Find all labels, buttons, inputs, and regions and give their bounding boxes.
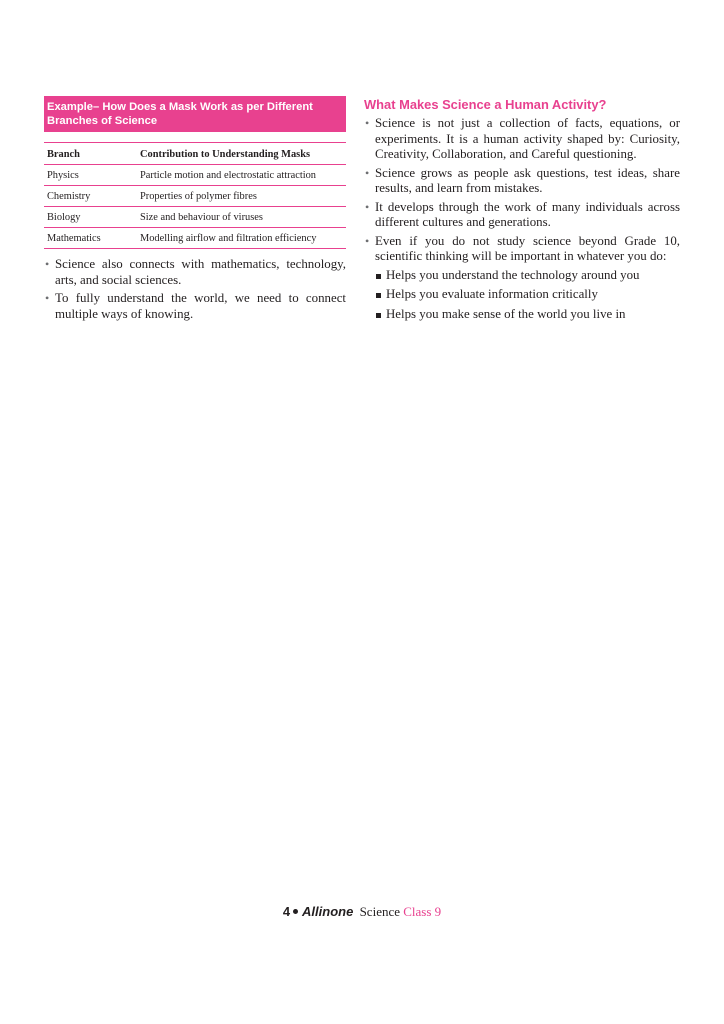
right-column xyxy=(364,96,680,326)
sub-bullet-list xyxy=(375,268,680,323)
table-row xyxy=(44,228,346,249)
left-column xyxy=(44,96,346,325)
list-item: • Science grows as people ask questions, test ideas, share results, and learn from mistakes. xyxy=(365,165,680,195)
table-row xyxy=(44,207,346,228)
branch-cell: Mathematics xyxy=(44,228,137,249)
branch-cell: Chemistry xyxy=(44,186,137,207)
list-item: • Science is not just a collection of facts, equations, or experiments. It is a human activity shaped by: Curiosity, Creativity, Collaboration, and Careful questioning. xyxy=(365,116,680,161)
contribution-cell: Size and behaviour of viruses xyxy=(137,207,346,228)
brand-logo: Allinone xyxy=(302,904,354,919)
square-bullet-icon xyxy=(376,293,381,298)
square-bullet-icon xyxy=(376,313,381,318)
branch-column-header: Branch xyxy=(44,143,137,165)
sub-list-item: Helps you evaluate information critically xyxy=(375,287,680,303)
branch-cell: Physics xyxy=(44,165,137,186)
branch-cell: Biology xyxy=(44,207,137,228)
bullet-dot-icon: • xyxy=(365,233,370,248)
branch-table xyxy=(44,142,346,249)
contribution-cell: Modelling airflow and filtration efficiency xyxy=(137,228,346,249)
bullet-dot-icon: • xyxy=(365,165,370,180)
contribution-cell: Particle motion and electrostatic attraction xyxy=(137,165,346,186)
list-item: • It develops through the work of many individuals across different cultures and generations. xyxy=(365,199,680,229)
table-row xyxy=(44,186,346,207)
contribution-cell: Properties of polymer fibres xyxy=(137,186,346,207)
square-bullet-icon xyxy=(376,274,381,279)
page-number: 4 xyxy=(282,904,291,919)
right-bullet-list xyxy=(364,116,680,322)
left-bullet-list xyxy=(44,257,346,322)
table-header-row xyxy=(44,143,346,165)
page-footer xyxy=(0,904,724,920)
bullet-dot-icon: • xyxy=(365,199,370,214)
table-row xyxy=(44,165,346,186)
list-item: • Science also connects with mathematics, technology, arts, and social sciences. xyxy=(45,257,346,287)
class-label: Class 9 xyxy=(403,904,442,919)
list-item: • To fully understand the world, we need to connect multiple ways of knowing. xyxy=(45,291,346,321)
bullet-dot-icon: • xyxy=(45,291,50,305)
list-item: • Even if you do not study science beyond Grade 10, scientific thinking will be important in whatever you do: Helps you understand the technology around you Helps you evaluate information critically Helps you make sense of the world you live in xyxy=(365,233,680,321)
sub-list-item: Helps you understand the technology around you xyxy=(375,268,680,284)
separator-dot-icon xyxy=(293,909,298,914)
bullet-dot-icon: • xyxy=(45,257,50,271)
contribution-column-header: Contribution to Understanding Masks xyxy=(137,143,346,165)
subject-label: Science xyxy=(359,904,400,919)
sub-list-item: Helps you make sense of the world you live in xyxy=(375,307,680,323)
bullet-dot-icon: • xyxy=(365,116,370,130)
example-heading: Example– How Does a Mask Work as per Different Branches of Science xyxy=(44,96,346,132)
section-title: What Makes Science a Human Activity? xyxy=(364,97,607,112)
